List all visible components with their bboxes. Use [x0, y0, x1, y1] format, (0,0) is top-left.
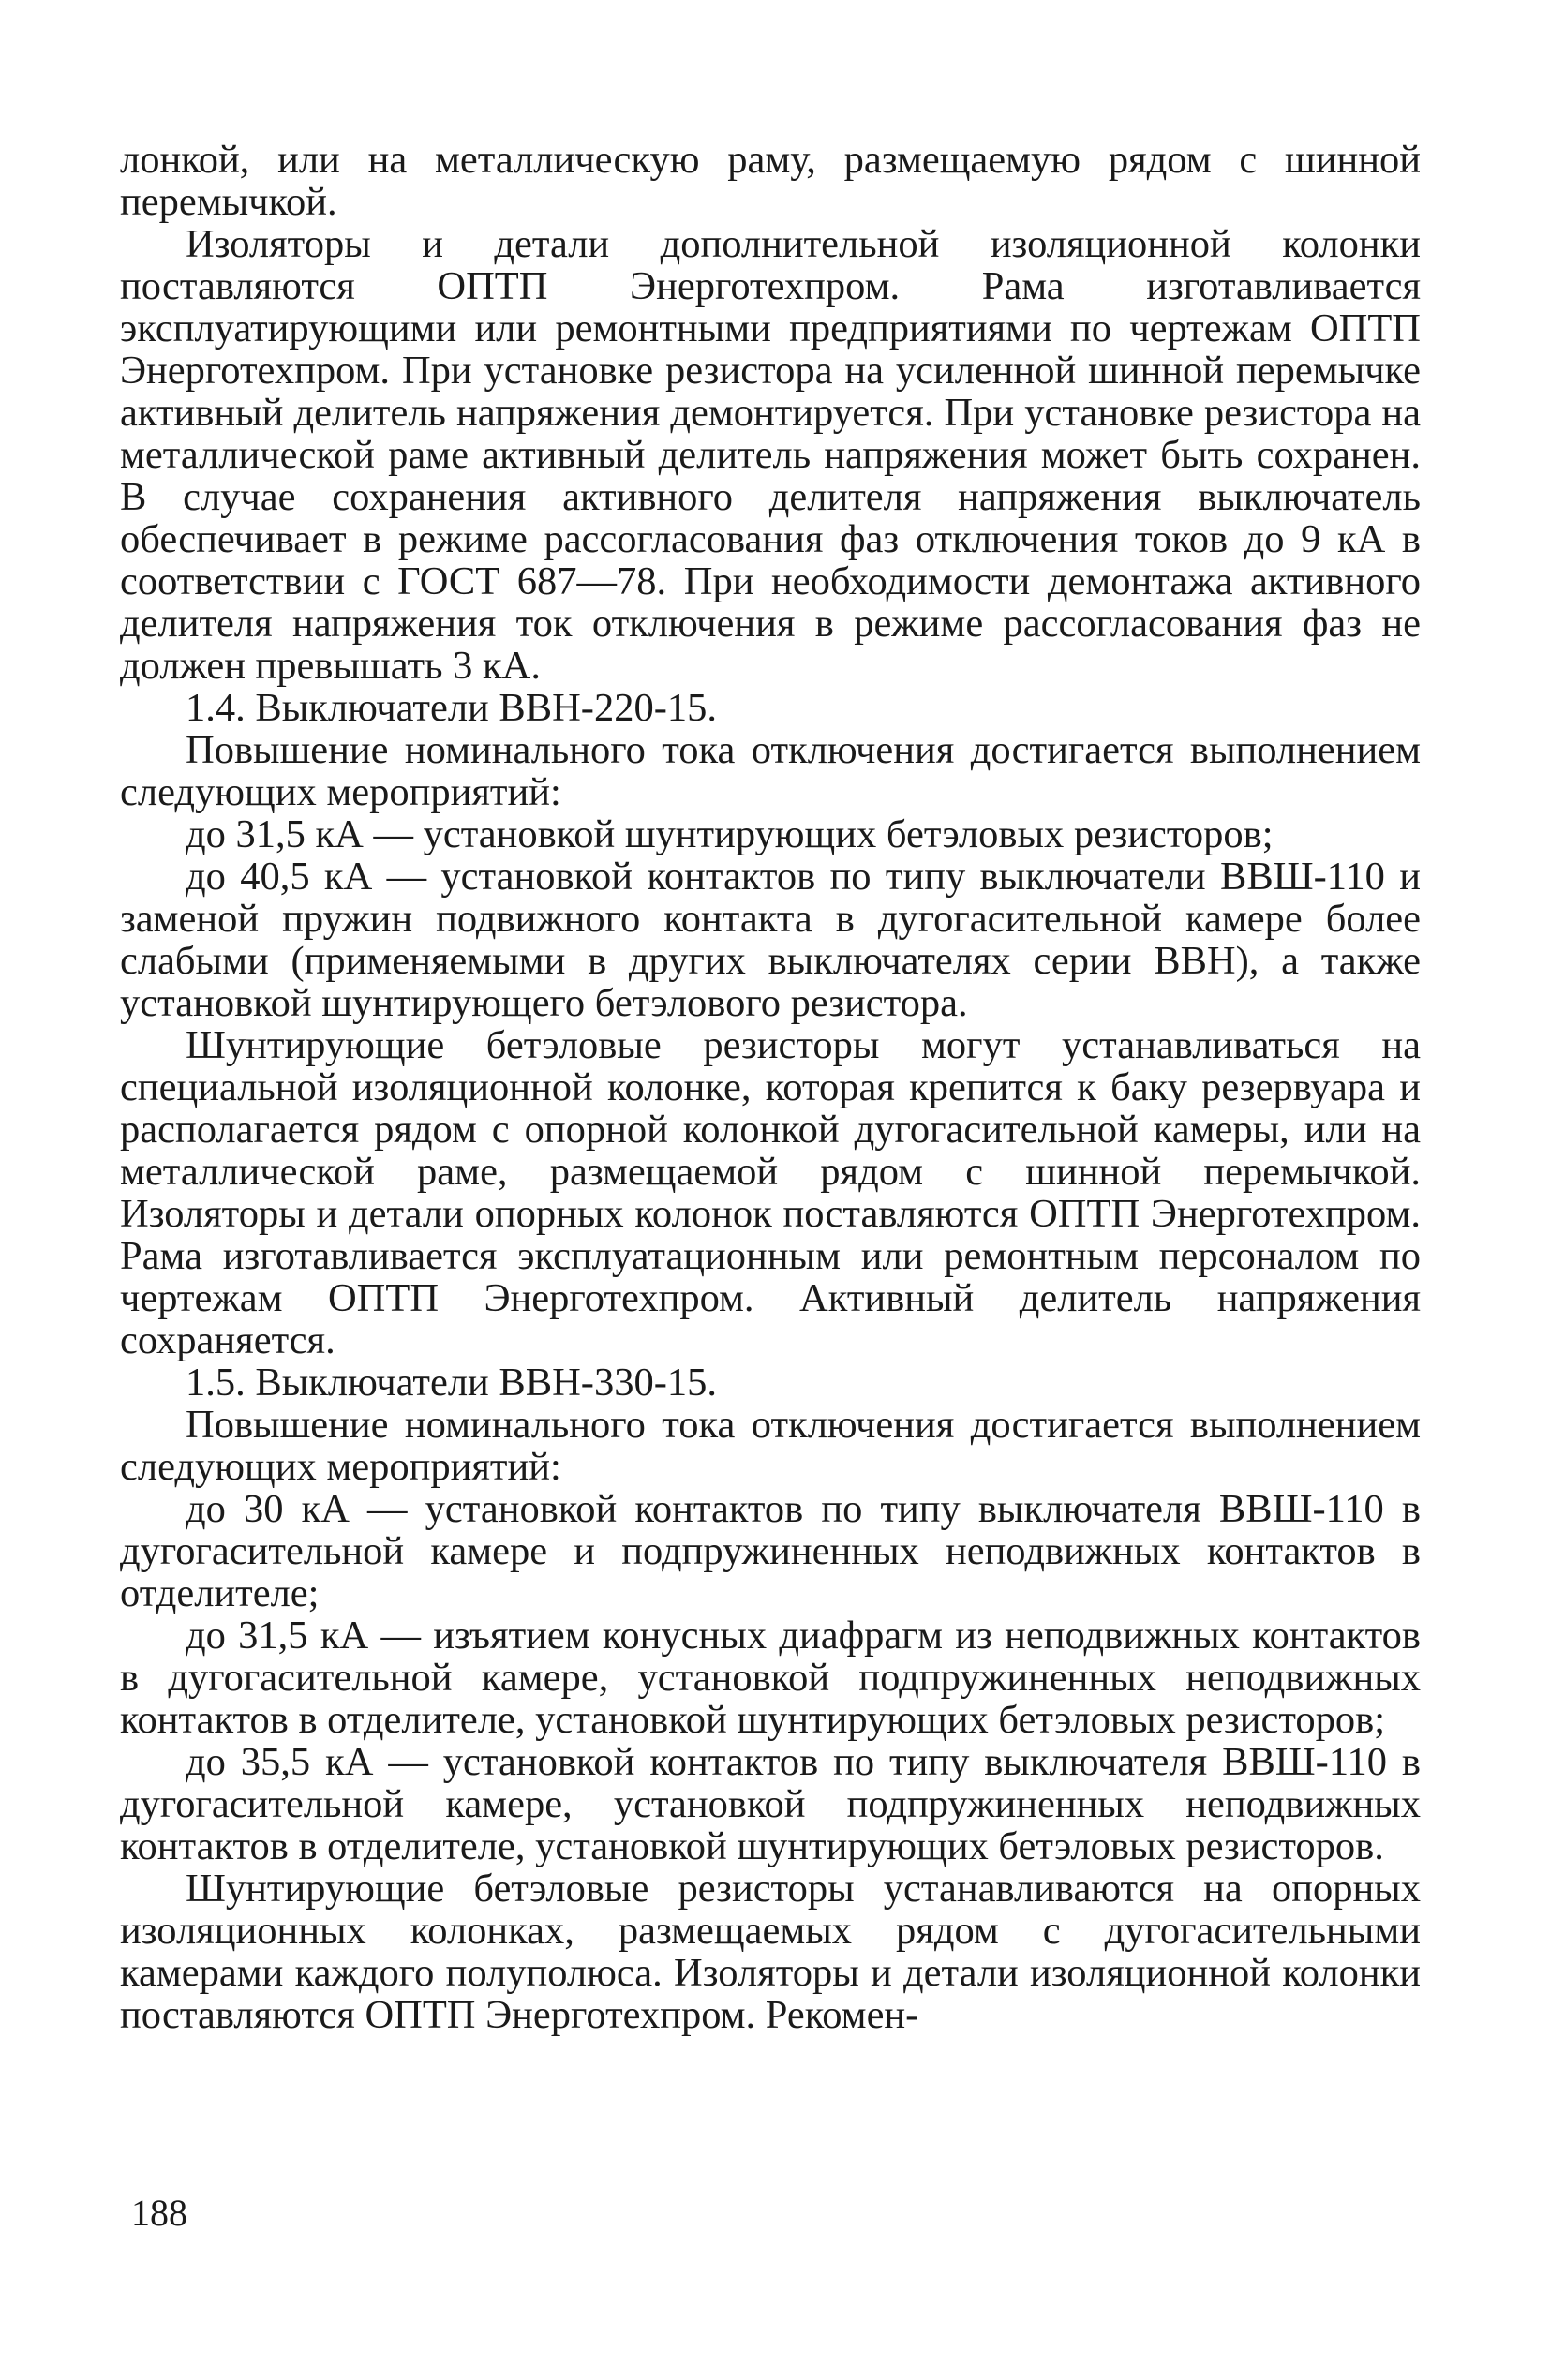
- list-item-40-5: до 40,5 кА — установкой контактов по типу выключатели ВВШ-110 и заменой пружин подвижного контакта в дугогасительной камере более слабыми (применяемыми в других выключателях серии ВВН), а также установкой шунтирующего бетэлового резистора.: [120, 855, 1421, 1025]
- list-item-31-5-b: до 31,5 кА — изъятием конусных диафрагм из неподвижных контактов в дугогасительной камере, установкой подпружиненных неподвижных контактов в отделителе, установкой шунтирующих бетэловых резисторов;: [120, 1614, 1421, 1742]
- paragraph-shunt-resistors-2: Шунтирующие бетэловые резисторы устанавливаются на опорных изоляционных колонках, размещаемых рядом с дугогасительными камерами каждого полуполюса. Изоляторы и детали изоляционной колонки поставляются ОПТП Энерготехпром. Рекомен-: [120, 1867, 1421, 2037]
- list-item-35-5: до 35,5 кА — установкой контактов по типу выключателя ВВШ-110 в дугогасительной камере, установкой подпружиненных неподвижных контактов в отделителе, установкой шунтирующих бетэловых резисторов.: [120, 1740, 1421, 1868]
- paragraph-insulators: Изоляторы и детали дополнительной изоляционной колонки поставляются ОПТП Энерготехпром. Рама изготавливается эксплуатирующими или ремонтными предприятиями по чертежам ОПТП Энерготехпром. При установке резистора на усиленной шинной перемычке активный делитель напряжения демонтируется. При установке резистора на металлической раме активный делитель напряжения может быть сохранен. В случае сохранения активного делителя напряжения выключатель обеспечивает в режиме рассогласования фаз отключения токов до 9 кА в соответствии с ГОСТ 687—78. При необходимости демонтажа активного делителя напряжения ток отключения в режиме рассогласования фаз не должен превышать 3 кА.: [120, 222, 1421, 688]
- section-heading-1-5: 1.5. Выключатели ВВН-330-15.: [186, 1361, 717, 1405]
- list-item-30: до 30 кА — установкой контактов по типу выключателя ВВШ-110 в дугогасительной камере и подпружиненных неподвижных контактов в отделителе;: [120, 1487, 1421, 1615]
- page-body: [120, 139, 1421, 2036]
- page-number: 188: [131, 2192, 187, 2234]
- list-item-31-5: до 31,5 кА — установкой шунтирующих бетэловых резисторов;: [186, 812, 1274, 856]
- section-heading-1-4: 1.4. Выключатели ВВН-220-15.: [186, 686, 717, 730]
- paragraph-measures-intro: Повышение номинального тока отключения достигается выполнением следующих мероприятий:: [120, 728, 1421, 814]
- paragraph-shunt-resistors: Шунтирующие бетэловые резисторы могут устанавливаться на специальной изоляционной колонке, которая крепится к баку резервуара и располагается рядом с опорной колонкой дугогасительной камеры, или на металлической раме, размещаемой рядом с шинной перемычкой. Изоляторы и детали опорных колонок поставляются ОПТП Энерготехпром. Рама изготавливается эксплуатационным или ремонтным персоналом по чертежам ОПТП Энерготехпром. Активный делитель напряжения сохраняется.: [120, 1023, 1421, 1362]
- paragraph-continuation: лонкой, или на металлическую раму, размещаемую рядом с шинной перемычкой.: [120, 138, 1421, 224]
- paragraph-measures-intro-2: Повышение номинального тока отключения достигается выполнением следующих мероприятий:: [120, 1403, 1421, 1489]
